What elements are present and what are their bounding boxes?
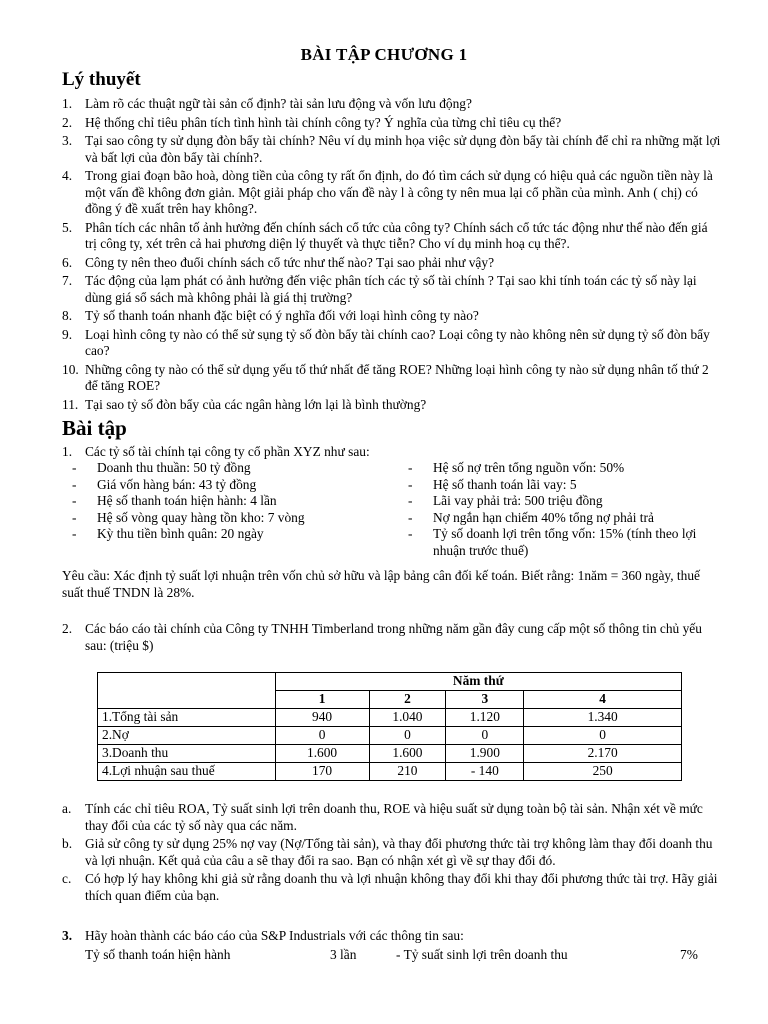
theory-questions: [62, 96, 722, 415]
sub-question-letter: a.: [62, 801, 72, 816]
table-row: [98, 763, 682, 781]
dash-marker: -: [408, 526, 413, 541]
table-row: [98, 745, 682, 763]
list-item: [62, 96, 722, 113]
sub-question-text: Có hợp lý hay không khi giả sử rằng doanh thu và lợi nhuận không thay đổi khi thay đổi phương thức tài trợ. Hãy giải thích quan điểm của bạn.: [85, 871, 718, 903]
year-header: 4: [524, 691, 682, 709]
list-item: [62, 273, 722, 306]
table-row: [98, 709, 682, 727]
question-text: Loại hình công ty nào có thể sử sụng tỷ số đòn bẩy tài chính cao? Loại công ty nào không nên sử dụng tỷ số đòn bẩy cao?: [85, 326, 710, 358]
page-title: BÀI TẬP CHƯƠNG 1: [300, 45, 468, 64]
table-cell: 1.040: [369, 709, 446, 727]
sub-question-text: Giả sử công ty sử dụng 25% nợ vay (Nợ/Tổng tài sản), và thay đổi phương thức tài trợ không làm thay đổi doanh thu và lợi nhuận. Kết quả của câu a sẽ thay đổi ra sao. Bạn có nhận xét gì về sự thay đổi đó.: [85, 836, 713, 868]
ratio-item: [408, 460, 718, 477]
question-text: Tỷ số thanh toán nhanh đặc biệt có ý nghĩa đối với loại hình công ty nào?: [85, 308, 479, 323]
ex3-right-label: - Tỷ suất sinh lợi trên doanh thu: [396, 947, 568, 962]
question-number: 1.: [62, 96, 73, 111]
ratio-item: [72, 477, 402, 494]
dash-marker: -: [408, 493, 413, 508]
ratio-text: Tỷ số doanh lợi trên tổng vốn: 15% (tính theo lợi nhuận trước thuế): [433, 526, 697, 558]
table-cell: 210: [369, 763, 446, 781]
list-item: [62, 220, 722, 253]
table-cell: 0: [369, 727, 446, 745]
row-label: 3.Doanh thu: [98, 745, 276, 763]
question-text: Làm rõ các thuật ngữ tài sản cố định? tài sản lưu động và vốn lưu động?: [85, 96, 472, 111]
ex2-intro: [62, 621, 722, 654]
list-item: [62, 362, 722, 395]
ratio-item: [72, 510, 402, 527]
question-text: Tại sao công ty sử dụng đòn bẩy tài chính? Nêu ví dụ minh họa việc sử dụng đòn bẩy tài chính để chỉ ra những mặt lợi và bất lợi của đòn bẩy tài chính?.: [85, 133, 721, 165]
ratio-text: Giá vốn hàng bán: 43 tỷ đồng: [97, 476, 257, 492]
question-number: 7.: [62, 273, 73, 288]
question-text: Tại sao tỷ số đòn bẩy của các ngân hàng lớn lại là bình thường?: [85, 396, 427, 412]
table-cell: 0: [524, 727, 682, 745]
dash-marker: -: [72, 493, 77, 508]
exercises-heading: Bài tập: [62, 416, 127, 440]
ratio-item: [72, 526, 402, 543]
ex3-number: 3.: [62, 928, 73, 943]
sub-question: [62, 836, 722, 869]
ex3-intro-text: Hãy hoàn thành các báo cáo của S&P Industrials với các thông tin sau:: [85, 928, 464, 943]
ex1-requirement: Yêu cầu: Xác định tỷ suất lợi nhuận trên vốn chủ sở hữu và lập bảng cân đối kế toán. Biết rằng: 1năm = 360 ngày, thuế suất thuế TNDN là 28%.: [62, 568, 700, 600]
ex1-right-column: [408, 460, 718, 559]
question-number: 9.: [62, 326, 73, 342]
table-cell: 0: [446, 727, 524, 745]
table-cell: 1.900: [446, 745, 524, 763]
year-header: 1: [275, 691, 369, 709]
table-corner-cell: [98, 673, 276, 709]
ex1-number: 1.: [62, 444, 73, 459]
ratio-text: Doanh thu thuần: 50 tỷ đồng: [97, 460, 251, 475]
dash-marker: -: [72, 509, 77, 525]
ratio-text: Hệ số nợ trên tổng nguồn vốn: 50%: [433, 460, 625, 475]
financial-table: [97, 672, 682, 781]
ratio-text: Kỳ thu tiền bình quân: 20 ngày: [97, 526, 264, 541]
theory-heading: Lý thuyết: [62, 69, 141, 90]
ratio-text: Hệ số thanh toán hiện hành: 4 lần: [97, 493, 277, 508]
table-cell: 1.600: [275, 745, 369, 763]
question-number: 5.: [62, 219, 73, 235]
ratio-item: [408, 493, 718, 510]
ratio-item: [408, 510, 718, 527]
list-item: [62, 327, 722, 360]
question-text: Hệ thống chỉ tiêu phân tích tình hình tài chính công ty? Ý nghĩa của từng chỉ tiêu cụ thể?: [85, 114, 562, 130]
ratio-text: Lãi vay phải trả: 500 triệu đồng: [433, 493, 603, 508]
ex1-intro-text: Các tỷ số tài chính tại công ty cổ phần XYZ như sau:: [85, 444, 370, 459]
table-header-row: [98, 673, 682, 691]
list-item: [62, 255, 722, 272]
ex1-intro: [62, 444, 722, 461]
sub-question-letter: b.: [62, 836, 73, 851]
table-cell: 940: [275, 709, 369, 727]
row-label: 1.Tổng tài sản: [98, 709, 276, 727]
list-item: [62, 168, 722, 218]
list-item: [62, 308, 722, 325]
ex3-right-value: 7%: [680, 947, 698, 962]
question-number: 3.: [62, 133, 73, 148]
sub-question: [62, 871, 722, 904]
sub-question-letter: c.: [62, 871, 72, 886]
question-number: 11.: [62, 396, 79, 412]
ratio-text: Hệ số vòng quay hàng tồn kho: 7 vòng: [97, 509, 305, 525]
dash-marker: -: [408, 476, 413, 492]
dash-marker: -: [72, 476, 77, 492]
ratio-item: [408, 526, 718, 559]
question-text: Công ty nên theo đuổi chính sách cổ tức như thế nào? Tại sao phải như vậy?: [85, 254, 495, 270]
sub-question-text: Tính các chỉ tiêu ROA, Tỷ suất sinh lợi trên doanh thu, ROE và hiệu suất sử dụng toàn bộ tài sản. Nhận xét về mức thay đổi của các tỷ số này qua các năm.: [85, 801, 703, 833]
list-item: [62, 115, 722, 132]
table-cell: 1.120: [446, 709, 524, 727]
ratio-item: [72, 460, 402, 477]
list-item: [62, 133, 722, 166]
row-label: 2.Nợ: [98, 727, 276, 745]
table-cell: 2.170: [524, 745, 682, 763]
table-cell: 170: [275, 763, 369, 781]
ratio-item: [408, 477, 718, 494]
ratio-text: Hệ số thanh toán lãi vay: 5: [433, 476, 577, 492]
row-label: 4.Lợi nhuận sau thuế: [98, 763, 276, 781]
table-cell: 250: [524, 763, 682, 781]
ex3-intro: [62, 928, 722, 945]
table-cell: 1.340: [524, 709, 682, 727]
question-number: 2.: [62, 114, 73, 130]
table-row: [98, 727, 682, 745]
question-number: 6.: [62, 254, 73, 270]
question-text: Những công ty nào có thể sử dụng yếu tố thứ nhất để tăng ROE? Những loại hình công ty nào sử dụng nhân tố thứ 2 để tăng ROE?: [85, 361, 709, 393]
question-text: Tác động của lạm phát có ảnh hưởng đến việc phân tích các tỷ số tài chính ? Tại sao khi tính toán các tỷ số này lại dùng giá sổ sách mà không phải là giá thị trường?: [85, 273, 697, 305]
ex3-left-label: Tỷ số thanh toán hiện hành: [85, 947, 231, 962]
question-number: 4.: [62, 168, 73, 183]
ex2-intro-text: Các báo cáo tài chính của Công ty TNHH Timberland trong những năm gần đây cung cấp một số thông tin chủ yếu sau: (triệu $): [85, 621, 702, 653]
ratio-text: Nợ ngắn hạn chiếm 40% tổng nợ phải trả: [433, 509, 654, 525]
table-cell: 0: [275, 727, 369, 745]
list-item: [62, 397, 722, 414]
dash-marker: -: [72, 526, 77, 541]
question-text: Phân tích các nhân tố ảnh hưởng đến chính sách cổ tức của công ty? Chính sách cổ tức tác động như thế nào đến giá trị công ty, xét trên cả hai phương diện lý thuyết và thực tiễn? Cho ví dụ minh hoạ cụ thể?.: [85, 219, 708, 251]
question-text: Trong giai đoạn bão hoà, dòng tiền của công ty rất ổn định, do đó tìm cách sử dụng có hiệu quả các nguồn tiền này là một vấn đề không đơn giản. Một giải pháp cho vấn đề này l à công ty nên mua lại cổ phần của mình. Anh ( chị) có đồng ý đề xuất trên hay không?.: [85, 168, 713, 216]
sub-question: [62, 801, 722, 834]
dash-marker: -: [408, 509, 413, 525]
year-header: 2: [369, 691, 446, 709]
dash-marker: -: [408, 460, 413, 475]
ex2-number: 2.: [62, 621, 73, 636]
table-cell: - 140: [446, 763, 524, 781]
question-number: 8.: [62, 308, 73, 323]
table-cell: 1.600: [369, 745, 446, 763]
ex3-left-value: 3 lần: [330, 947, 357, 962]
year-group-header: Năm thứ: [275, 673, 681, 691]
ratio-item: [72, 493, 402, 510]
year-header: 3: [446, 691, 524, 709]
ex1-left-column: [72, 460, 402, 543]
dash-marker: -: [72, 460, 77, 475]
question-number: 10.: [62, 361, 79, 377]
ex2-parts: [62, 801, 722, 906]
